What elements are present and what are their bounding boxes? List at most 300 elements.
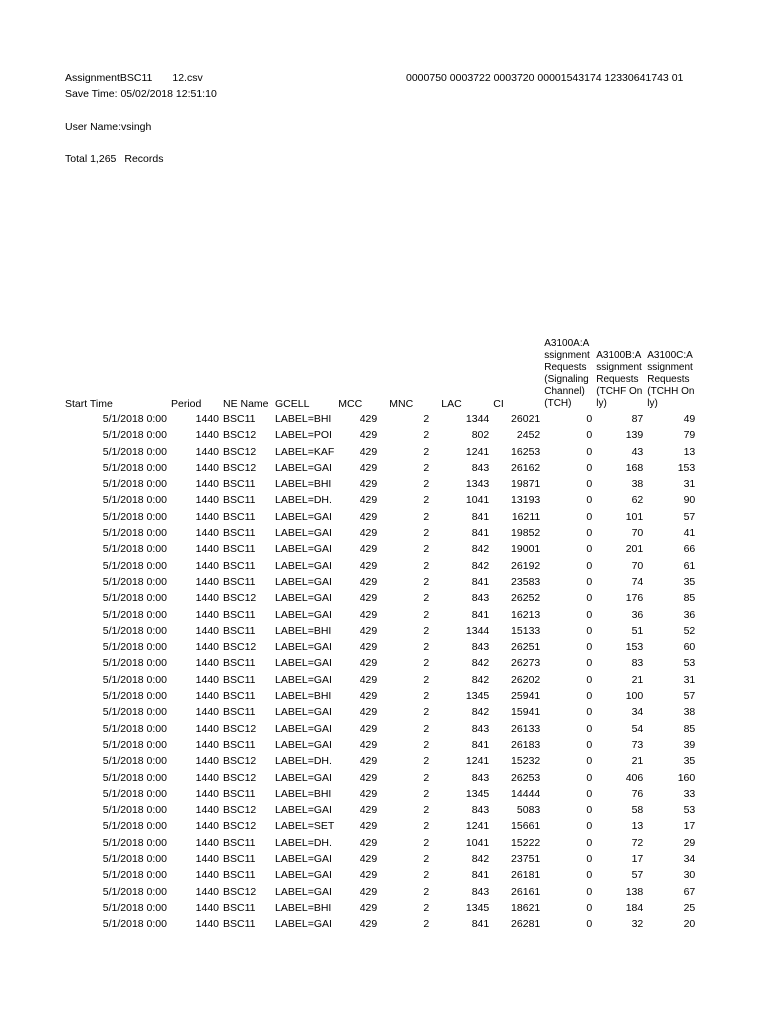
cell-mcc: 429 [359,575,378,588]
cell-a3100a: 0 [586,461,593,474]
cell-mcc: 429 [359,853,378,866]
cell-ne-name: BSC12 [223,461,257,474]
cell-period: 1440 [195,787,219,800]
cell-a3100c: 79 [683,429,696,442]
cell-start-time: 5/1/2018 0:00 [102,445,167,458]
cell-a3100a: 0 [586,559,593,572]
cell-ci: 26252 [511,592,541,605]
cell-mnc: 2 [423,673,430,686]
cell-mcc: 429 [359,820,378,833]
cell-start-time: 5/1/2018 0:00 [102,853,167,866]
cell-start-time: 5/1/2018 0:00 [102,641,167,654]
cell-ne-name: BSC11 [223,901,256,914]
cell-mnc: 2 [423,901,430,914]
table-row [63,525,697,541]
table-row [63,802,697,818]
cell-mnc: 2 [423,543,430,556]
cell-ne-name: BSC11 [223,624,256,637]
cell-a3100a: 0 [586,608,593,621]
cell-period: 1440 [195,836,219,849]
cell-a3100b: 38 [631,478,644,491]
cell-ne-name: BSC11 [223,543,256,556]
cell-start-time: 5/1/2018 0:00 [102,738,167,751]
cell-a3100c: 38 [683,706,696,719]
cell-a3100b: 184 [625,901,644,914]
cell-ne-name: BSC12 [223,771,257,784]
cell-start-time: 5/1/2018 0:00 [102,918,167,931]
cell-period: 1440 [195,869,219,882]
col-mcc: MCC [338,398,363,410]
cell-a3100a: 0 [586,885,593,898]
cell-ne-name: BSC11 [223,510,256,523]
cell-a3100c: 85 [683,592,696,605]
cell-mnc: 2 [423,738,430,751]
cell-ne-name: BSC11 [223,657,256,670]
cell-a3100a: 0 [586,527,593,540]
cell-ci: 14444 [511,787,541,800]
cell-mcc: 429 [359,429,378,442]
cell-mcc: 429 [359,592,378,605]
cell-ne-name: BSC11 [223,608,256,621]
cell-period: 1440 [195,461,219,474]
cell-ci: 26253 [511,771,541,784]
table-row [63,737,697,753]
cell-period: 1440 [195,804,219,817]
cell-ne-name: BSC11 [223,853,256,866]
cell-a3100a: 0 [586,787,593,800]
cell-ne-name: BSC12 [223,755,257,768]
cell-start-time: 5/1/2018 0:00 [102,559,167,572]
cell-period: 1440 [195,918,219,931]
cell-ne-name: BSC11 [223,673,256,686]
cell-a3100b: 76 [631,787,644,800]
cell-gcell: LABEL=GAI [275,641,332,654]
cell-a3100c: 31 [683,478,696,491]
cell-a3100b: 70 [631,527,644,540]
cell-lac: 843 [471,641,490,654]
cell-a3100c: 35 [683,755,696,768]
cell-gcell: LABEL=POI [275,429,332,442]
cell-lac: 841 [471,608,490,621]
cell-gcell: LABEL=DH. [275,494,332,507]
cell-ne-name: BSC11 [223,575,256,588]
cell-ci: 19871 [511,478,541,491]
cell-period: 1440 [195,706,219,719]
cell-ci: 23751 [511,853,541,866]
cell-a3100b: 43 [631,445,644,458]
cell-a3100a: 0 [586,820,593,833]
cell-start-time: 5/1/2018 0:00 [102,575,167,588]
cell-a3100b: 54 [631,722,644,735]
cell-mnc: 2 [423,461,430,474]
cell-mnc: 2 [423,755,430,768]
cell-start-time: 5/1/2018 0:00 [102,592,167,605]
cell-ci: 26273 [511,657,541,670]
cell-ne-name: BSC12 [223,820,257,833]
data-table [63,338,697,933]
col-ne-name: NE Name [223,398,269,410]
cell-lac: 842 [471,543,490,556]
cell-mcc: 429 [359,771,378,784]
cell-ci: 26192 [511,559,541,572]
cell-start-time: 5/1/2018 0:00 [102,722,167,735]
cell-gcell: LABEL=BHI [275,413,332,425]
file-name: AssignmentBSC11 [65,72,153,84]
cell-gcell: LABEL=GAI [275,853,332,866]
cell-lac: 1344 [465,413,490,425]
cell-a3100c: 33 [683,787,696,800]
cell-period: 1440 [195,722,219,735]
cell-ne-name: BSC11 [223,918,256,931]
cell-a3100a: 0 [586,673,593,686]
cell-a3100b: 101 [625,510,644,523]
cell-ne-name: BSC11 [223,738,256,751]
col-gcell: GCELL [275,398,310,410]
cell-a3100b: 74 [631,575,644,588]
cell-gcell: LABEL=BHI [275,624,332,637]
cell-a3100a: 0 [586,755,593,768]
cell-ne-name: BSC11 [223,706,256,719]
cell-period: 1440 [195,592,219,605]
cell-a3100c: 52 [683,624,696,637]
cell-ci: 26183 [511,738,541,751]
cell-mnc: 2 [423,869,430,882]
cell-a3100b: 87 [631,413,644,425]
cell-period: 1440 [195,478,219,491]
cell-mcc: 429 [359,624,378,637]
cell-lac: 802 [471,429,490,442]
total-records-line [65,153,163,165]
cell-a3100b: 73 [631,738,644,751]
col-a3100a: A3100A:Assignment Requests (Signaling Channel) (TCH) [544,338,590,409]
cell-gcell: LABEL=GAI [275,706,332,719]
cell-ne-name: BSC11 [223,413,256,425]
cell-mnc: 2 [423,445,430,458]
cell-mnc: 2 [423,494,430,507]
table-row [63,835,697,851]
cell-lac: 1041 [465,836,490,849]
cell-lac: 842 [471,706,490,719]
cell-a3100c: 20 [683,918,696,931]
table-row [63,574,697,590]
cell-gcell: LABEL=GAI [275,722,332,735]
table-header-row [63,338,697,411]
cell-gcell: LABEL=GAI [275,575,332,588]
cell-a3100a: 0 [586,478,593,491]
cell-a3100b: 72 [631,836,644,849]
cell-mnc: 2 [423,641,430,654]
cell-ne-name: BSC12 [223,885,257,898]
records-label: Records [124,153,164,165]
cell-lac: 842 [471,559,490,572]
cell-mnc: 2 [423,592,430,605]
cell-a3100c: 25 [683,901,696,914]
cell-a3100c: 29 [683,836,696,849]
cell-mnc: 2 [423,771,430,784]
table-row [63,786,697,802]
table-row [63,492,697,508]
cell-gcell: LABEL=DH. [275,836,332,849]
cell-gcell: LABEL=GAI [275,918,332,931]
cell-start-time: 5/1/2018 0:00 [102,787,167,800]
cell-ci: 26021 [511,413,541,425]
cell-ne-name: BSC11 [223,787,256,800]
cell-ci: 26202 [511,673,541,686]
cell-period: 1440 [195,673,219,686]
cell-mnc: 2 [423,413,430,425]
cell-start-time: 5/1/2018 0:00 [102,543,167,556]
cell-mcc: 429 [359,494,378,507]
cell-a3100a: 0 [586,804,593,817]
cell-ci: 15232 [511,755,541,768]
col-start-time: Start Time [65,398,113,410]
cell-mcc: 429 [359,461,378,474]
cell-period: 1440 [195,543,219,556]
table-row [63,623,697,639]
cell-period: 1440 [195,527,219,540]
cell-period: 1440 [195,575,219,588]
cell-ne-name: BSC11 [223,527,256,540]
cell-gcell: LABEL=GAI [275,510,332,523]
cell-a3100a: 0 [586,706,593,719]
cell-a3100b: 36 [631,608,644,621]
cell-a3100c: 57 [683,690,696,703]
cell-ci: 19001 [511,543,541,556]
table-row [63,704,697,720]
cell-mnc: 2 [423,722,430,735]
cell-start-time: 5/1/2018 0:00 [102,820,167,833]
cell-period: 1440 [195,510,219,523]
cell-gcell: LABEL=GAI [275,559,332,572]
cell-mnc: 2 [423,918,430,931]
cell-gcell: LABEL=GAI [275,738,332,751]
cell-start-time: 5/1/2018 0:00 [102,706,167,719]
cell-period: 1440 [195,885,219,898]
cell-lac: 841 [471,869,490,882]
table-row [63,867,697,883]
cell-a3100c: 57 [683,510,696,523]
cell-a3100c: 39 [683,738,696,751]
cell-a3100b: 21 [631,755,644,768]
cell-start-time: 5/1/2018 0:00 [102,413,167,425]
cell-mnc: 2 [423,885,430,898]
cell-start-time: 5/1/2018 0:00 [102,755,167,768]
cell-gcell: LABEL=GAI [275,543,332,556]
cell-a3100b: 21 [631,673,644,686]
header-codes: 0000750 0003722 0003720 00001543174 12330641743 01 [406,72,684,84]
cell-a3100b: 176 [625,592,644,605]
cell-lac: 841 [471,527,490,540]
cell-mnc: 2 [423,820,430,833]
table-row [63,770,697,786]
cell-a3100b: 62 [631,494,644,507]
cell-ci: 15222 [511,836,541,849]
cell-mcc: 429 [359,738,378,751]
cell-lac: 842 [471,657,490,670]
cell-mcc: 429 [359,885,378,898]
file-name-line [65,72,203,84]
cell-mnc: 2 [423,853,430,866]
cell-mnc: 2 [423,657,430,670]
cell-period: 1440 [195,690,219,703]
cell-start-time: 5/1/2018 0:00 [102,885,167,898]
cell-mcc: 429 [359,836,378,849]
table-body [63,411,697,933]
cell-lac: 841 [471,575,490,588]
cell-gcell: LABEL=BHI [275,787,332,800]
cell-a3100c: 31 [683,673,696,686]
cell-period: 1440 [195,901,219,914]
cell-a3100a: 0 [586,494,593,507]
cell-a3100c: 49 [683,413,696,425]
cell-gcell: LABEL=BHI [275,901,332,914]
cell-lac: 842 [471,673,490,686]
cell-period: 1440 [195,771,219,784]
table-row [63,639,697,655]
cell-start-time: 5/1/2018 0:00 [102,771,167,784]
cell-mnc: 2 [423,624,430,637]
cell-a3100c: 53 [683,657,696,670]
cell-lac: 1241 [465,820,490,833]
file-suffix: 12.csv [172,72,203,84]
cell-a3100c: 13 [683,445,696,458]
cell-mnc: 2 [423,836,430,849]
cell-ci: 19852 [511,527,541,540]
cell-period: 1440 [195,755,219,768]
cell-start-time: 5/1/2018 0:00 [102,657,167,670]
cell-mcc: 429 [359,901,378,914]
table-row [63,851,697,867]
cell-gcell: LABEL=GAI [275,885,332,898]
cell-ne-name: BSC11 [223,494,256,507]
table-row [63,427,697,443]
cell-a3100a: 0 [586,413,593,425]
cell-mnc: 2 [423,429,430,442]
cell-period: 1440 [195,413,219,425]
cell-mcc: 429 [359,804,378,817]
cell-ne-name: BSC12 [223,429,257,442]
table-row [63,688,697,704]
cell-start-time: 5/1/2018 0:00 [102,478,167,491]
cell-start-time: 5/1/2018 0:00 [102,429,167,442]
cell-lac: 1241 [465,755,490,768]
cell-lac: 1041 [465,494,490,507]
cell-mnc: 2 [423,690,430,703]
cell-start-time: 5/1/2018 0:00 [102,461,167,474]
cell-a3100a: 0 [586,836,593,849]
cell-ne-name: BSC12 [223,445,257,458]
cell-ci: 15133 [511,624,541,637]
cell-period: 1440 [195,608,219,621]
col-period: Period [171,398,202,410]
cell-a3100a: 0 [586,592,593,605]
cell-lac: 843 [471,592,490,605]
cell-lac: 842 [471,853,490,866]
cell-period: 1440 [195,657,219,670]
cell-a3100c: 35 [683,575,696,588]
cell-a3100b: 51 [631,624,644,637]
table-row [63,916,697,932]
cell-a3100a: 0 [586,738,593,751]
cell-start-time: 5/1/2018 0:00 [102,494,167,507]
cell-period: 1440 [195,853,219,866]
cell-lac: 841 [471,738,490,751]
table-row [63,460,697,476]
table-row [63,411,697,427]
col-a3100c: A3100C:Assignment Requests (TCHH Only) [647,350,695,409]
cell-mnc: 2 [423,804,430,817]
cell-mcc: 429 [359,706,378,719]
cell-lac: 841 [471,918,490,931]
cell-gcell: LABEL=GAI [275,657,332,670]
cell-period: 1440 [195,820,219,833]
cell-ci: 26133 [511,722,541,735]
cell-lac: 1343 [465,478,490,491]
cell-ci: 18621 [511,901,541,914]
cell-a3100a: 0 [586,575,593,588]
cell-a3100b: 32 [631,918,644,931]
cell-ne-name: BSC11 [223,559,256,572]
cell-ci: 26181 [511,869,541,882]
cell-a3100b: 58 [631,804,644,817]
cell-ci: 25941 [511,690,541,703]
table-row [63,655,697,671]
cell-start-time: 5/1/2018 0:00 [102,901,167,914]
col-a3100b: A3100B:Assignment Requests (TCHF Only) [596,350,643,409]
cell-gcell: LABEL=GAI [275,673,332,686]
cell-period: 1440 [195,494,219,507]
cell-gcell: LABEL=GAI [275,804,332,817]
cell-start-time: 5/1/2018 0:00 [102,608,167,621]
table-row [63,476,697,492]
cell-mnc: 2 [423,706,430,719]
table-row [63,884,697,900]
cell-a3100c: 34 [683,853,696,866]
total-count: Total 1,265 [65,153,117,165]
cell-a3100c: 61 [683,559,696,572]
cell-ci: 16253 [511,445,541,458]
cell-lac: 1241 [465,445,490,458]
cell-mcc: 429 [359,918,378,931]
col-lac: LAC [441,398,462,410]
cell-a3100a: 0 [586,722,593,735]
cell-a3100c: 85 [683,722,696,735]
cell-mcc: 429 [359,690,378,703]
cell-period: 1440 [195,641,219,654]
cell-a3100a: 0 [586,869,593,882]
cell-lac: 1345 [465,901,490,914]
cell-mcc: 429 [359,657,378,670]
table-row [63,721,697,737]
table-row [63,818,697,834]
cell-ci: 16213 [511,608,541,621]
cell-mcc: 429 [359,445,378,458]
cell-ci: 13193 [511,494,541,507]
cell-a3100b: 139 [625,429,644,442]
table-row [63,753,697,769]
table-row [63,590,697,606]
cell-a3100a: 0 [586,624,593,637]
cell-a3100c: 41 [683,527,696,540]
cell-a3100a: 0 [586,543,593,556]
cell-gcell: LABEL=BHI [275,690,332,703]
cell-ci: 2452 [516,429,541,442]
cell-lac: 843 [471,885,490,898]
cell-a3100a: 0 [586,690,593,703]
cell-a3100b: 406 [625,771,644,784]
cell-ci: 16211 [511,510,541,523]
cell-a3100b: 34 [631,706,644,719]
